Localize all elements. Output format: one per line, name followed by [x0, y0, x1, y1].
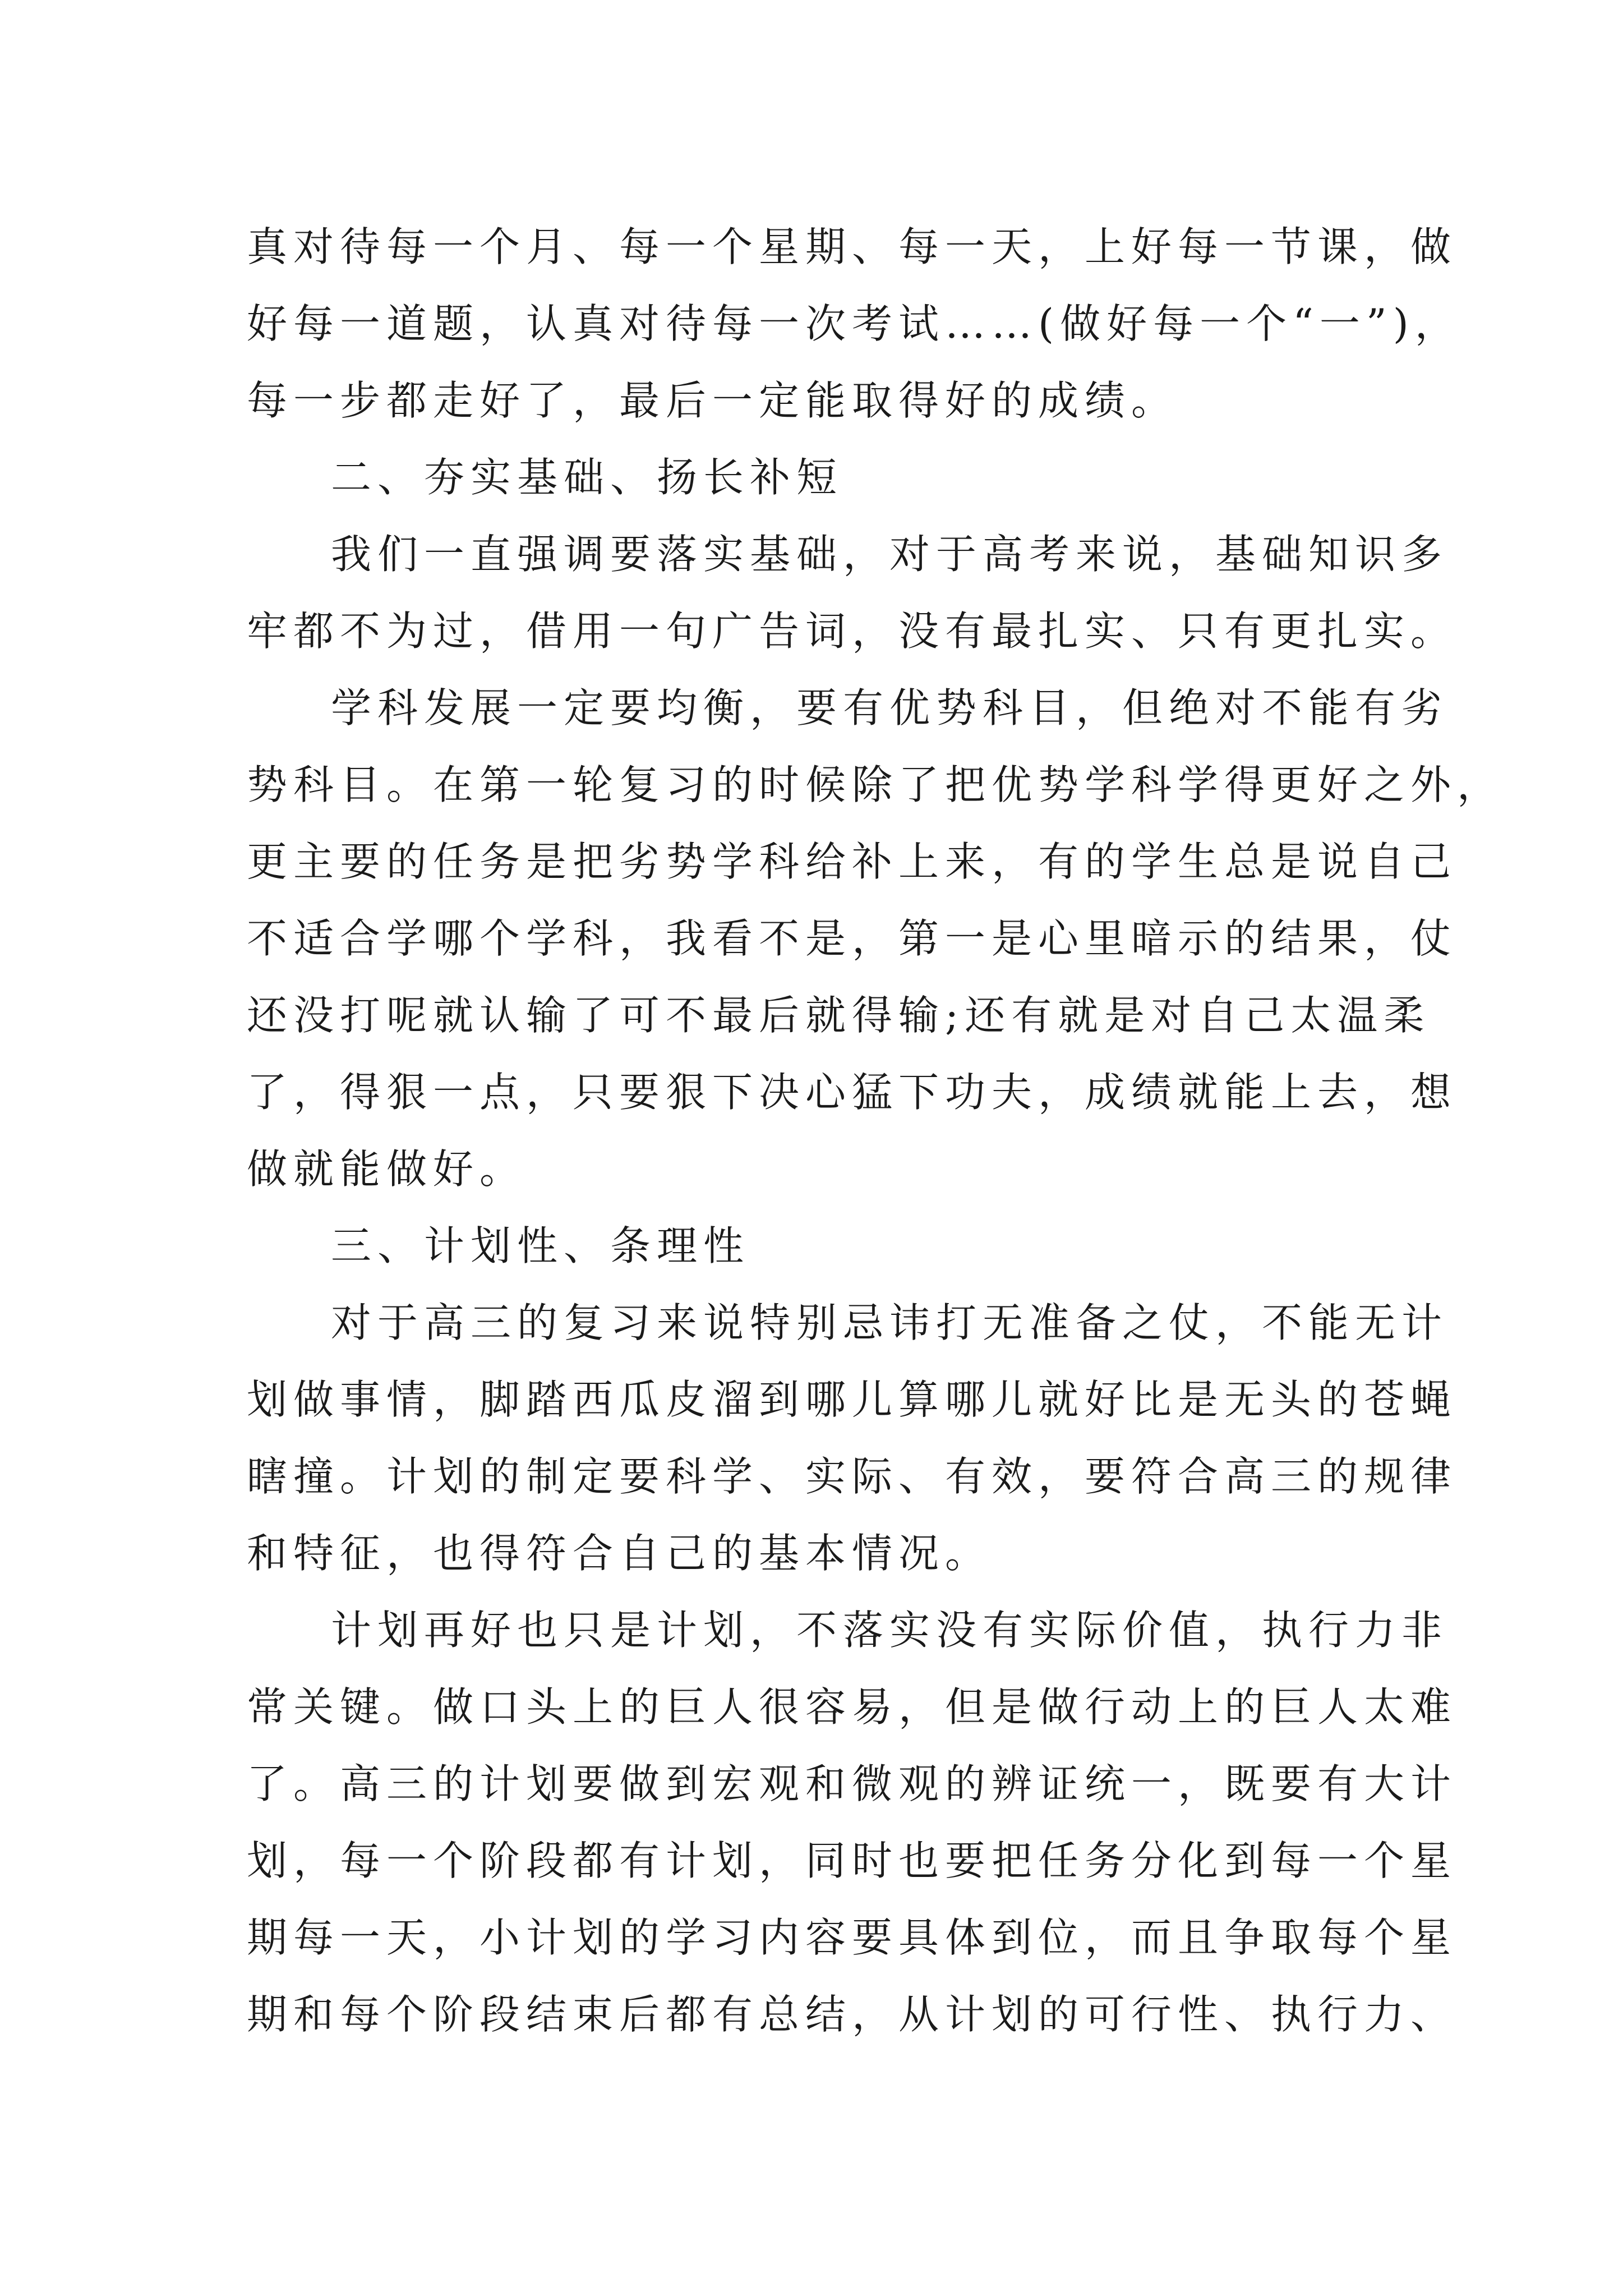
paragraph-line: 常关键。做口头上的巨人很容易，但是做行动上的巨人太难: [247, 1683, 1458, 1731]
paragraph-line: 计划再好也只是计划，不落实没有实际价值，执行力非: [331, 1607, 1449, 1654]
paragraph-line: 更主要的任务是把劣势学科给补上来，有的学生总是说自己: [247, 838, 1458, 885]
paragraph-line: 好每一道题，认真对待每一次考试……(做好每一个“一”)，: [247, 300, 1461, 347]
paragraph-line: 势科目。在第一轮复习的时候除了把优势学科学得更好之外，: [247, 761, 1504, 808]
paragraph-line: 我们一直强调要落实基础，对于高考来说，基础知识多: [331, 531, 1449, 578]
paragraph-line: 瞎撞。计划的制定要科学、实际、有效，要符合高三的规律: [247, 1453, 1458, 1500]
paragraph-line: 真对待每一个月、每一个星期、每一天，上好每一节课，做: [247, 223, 1458, 270]
paragraph-line: 对于高三的复习来说特别忌讳打无准备之仗，不能无计: [331, 1299, 1449, 1346]
paragraph-line: 和特征，也得符合自己的基本情况。: [247, 1530, 992, 1577]
paragraph-line: 每一步都走好了，最后一定能取得好的成绩。: [247, 377, 1178, 424]
paragraph-line: 了，得狠一点，只要狠下决心猛下功夫，成绩就能上去，想: [247, 1069, 1458, 1116]
section-heading: 三、计划性、条理性: [331, 1222, 750, 1269]
paragraph-line: 学科发展一定要均衡，要有优势科目，但绝对不能有劣: [331, 684, 1449, 731]
paragraph-line: 牢都不为过，借用一句广告词，没有最扎实、只有更扎实。: [247, 608, 1458, 655]
paragraph-line: 做就能做好。: [247, 1145, 527, 1193]
section-heading: 二、夯实基础、扬长补短: [331, 454, 843, 501]
paragraph-line: 不适合学哪个学科，我看不是，第一是心里暗示的结果，仗: [247, 915, 1458, 962]
document-body: [247, 209, 1504, 2053]
paragraph-line: 还没打呢就认输了可不最后就得输;还有就是对自己太温柔: [247, 992, 1431, 1039]
paragraph-line: 了。高三的计划要做到宏观和微观的辨证统一，既要有大计: [247, 1760, 1458, 1807]
paragraph-line: 期和每个阶段结束后都有总结，从计划的可行性、执行力、: [247, 1991, 1458, 2038]
paragraph-line: 期每一天，小计划的学习内容要具体到位，而且争取每个星: [247, 1914, 1458, 1961]
paragraph-line: 划做事情，脚踏西瓜皮溜到哪儿算哪儿就好比是无头的苍蝇: [247, 1376, 1458, 1423]
paragraph-line: 划，每一个阶段都有计划，同时也要把任务分化到每一个星: [247, 1837, 1458, 1884]
